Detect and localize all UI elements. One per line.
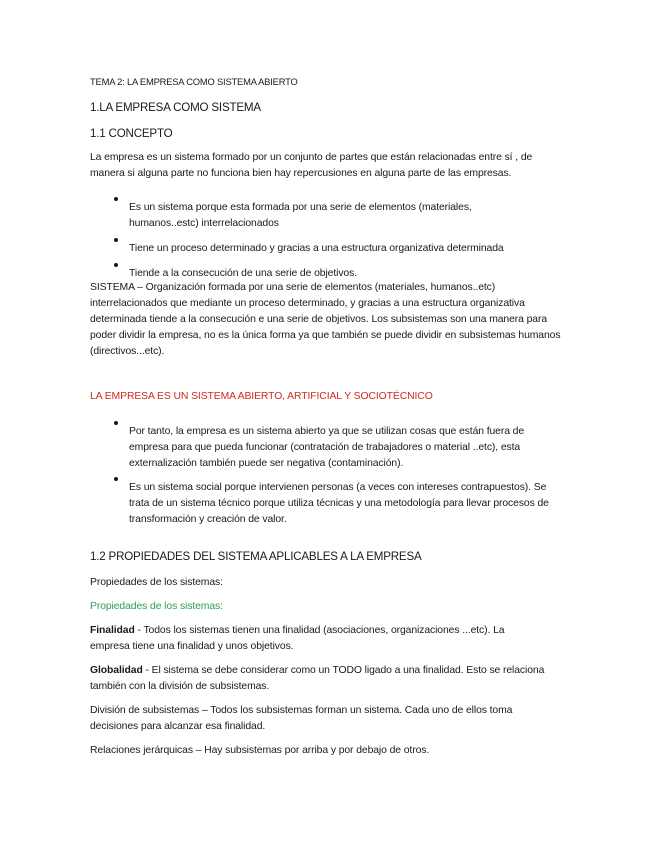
bullet-icon bbox=[114, 238, 118, 242]
props-label-green: Propiedades de los sistemas: bbox=[90, 601, 223, 612]
props-label: Propiedades de los sistemas: bbox=[90, 577, 223, 588]
finalidad-term: Finalidad bbox=[90, 625, 135, 636]
finalidad-text: - Todos los sistemas tienen una finalidad (asociaciones, organizaciones ...etc). La empresa tiene una finalidad y unos objetivos. bbox=[90, 625, 505, 652]
sistema-paragraph: SISTEMA – Organización formada por una serie de elementos (materiales, humanos..etc) interrelacionados que mediante un proceso determinado, y gracias a una estructura organizativa determinada tiende a la consecución e una serie de objetivos. Los subsistemas son una manera para poder dividir la empresa, no es la única forma ya que también se puede dividir en subsistemas humanos (directivos...etc). bbox=[90, 282, 561, 357]
open-bullet-1: Por tanto, la empresa es un sistema abierto ya que se utilizan cosas que están fuera de empresa para que pueda funcionar (contratación de trabajadores o material ..etc), esta externalización también puede ser negativa (contaminación). bbox=[129, 426, 525, 470]
bullet-icon bbox=[114, 263, 118, 267]
globalidad-text: - El sistema se debe considerar como un TODO ligado a una finalidad. Esto se relaciona también con la división de subsistemas. bbox=[90, 665, 545, 692]
globalidad-term: Globalidad bbox=[90, 665, 143, 676]
globalidad-paragraph bbox=[90, 663, 564, 695]
concept-bullet-2: Tiene un proceso determinado y gracias a una estructura organizativa determinada bbox=[129, 243, 504, 255]
bullet-icon bbox=[114, 197, 118, 201]
concept-bullet-3: Tiende a la consecución de una serie de objetivos. bbox=[129, 268, 357, 280]
heading-1-2: 1.2 PROPIEDADES DEL SISTEMA APLICABLES A LA EMPRESA bbox=[90, 550, 422, 563]
concept-paragraph: La empresa es un sistema formado por un conjunto de partes que están relacionadas entre sí , de manera si alguna parte no funciona bien hay repercusiones en alguna parte de las empresas. bbox=[90, 152, 533, 179]
document-title: TEMA 2: LA EMPRESA COMO SISTEMA ABIERTO bbox=[90, 76, 298, 87]
open-bullet-2: Es un sistema social porque intervienen personas (a veces con intereses contrapuestos). Se trata de un sistema técnico porque utiliza técnicas y una metodología para llevar procesos de transformación y creación de valor. bbox=[129, 482, 549, 526]
heading-1: 1.LA EMPRESA COMO SISTEMA bbox=[90, 101, 261, 114]
red-heading: LA EMPRESA ES UN SISTEMA ABIERTO, ARTIFICIAL Y SOCIOTÉCNICO bbox=[90, 391, 433, 402]
finalidad-paragraph bbox=[90, 623, 530, 655]
relaciones-paragraph: Relaciones jerárquicas – Hay subsistemas por arriba y por debajo de otros. bbox=[90, 745, 430, 756]
concept-bullet-1: Es un sistema porque esta formada por una serie de elementos (materiales, humanos..estc) interrelacionados bbox=[129, 202, 472, 230]
division-paragraph: División de subsistemas – Todos los subsistemas forman un sistema. Cada uno de ellos toma decisiones para alcanzar esa finalidad. bbox=[90, 705, 513, 732]
bullet-icon bbox=[114, 421, 118, 425]
bullet-icon bbox=[114, 477, 118, 481]
heading-1-1: 1.1 CONCEPTO bbox=[90, 127, 173, 140]
